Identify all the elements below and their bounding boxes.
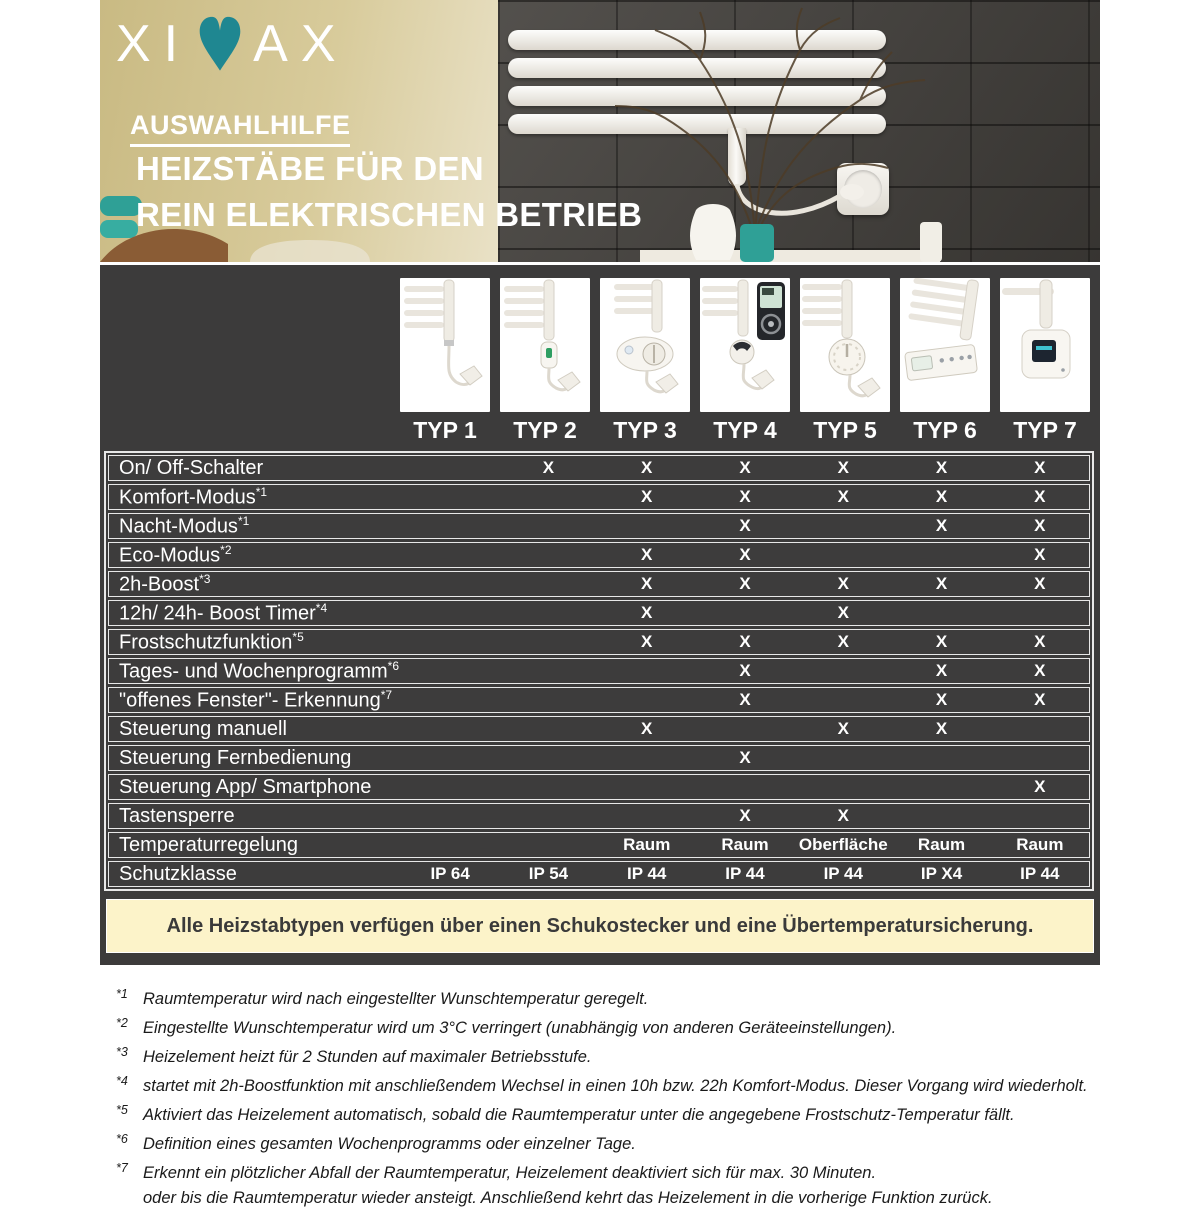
feature-cell: X [837,806,849,825]
row-label: Steuerung Fernbedienung [119,746,352,769]
table-row [108,687,1090,713]
row-label: "offenes Fenster"- Erkennung$^{*7}$ [119,687,393,712]
footnote [116,1132,1106,1154]
feature-cell: X [837,603,849,622]
feature-cell: X [739,661,751,680]
footnote [116,1189,1106,1208]
feature-cell: X [1034,661,1046,680]
feature-cell: X [935,574,948,593]
feature-cell: IP 44 [823,864,863,883]
footnote-marker: *1 [116,987,128,1001]
footnote-text: Heizelement heizt für 2 Stunden auf maximaler Betriebsstufe. [143,1048,592,1066]
feature-cell: Raum [721,835,769,854]
logo-text-left: XI [116,15,192,73]
typ6-product-image [900,278,990,412]
feature-cell: X [739,545,751,564]
table-row [108,774,1090,800]
row-label: Tastensperre [119,804,235,827]
product-card-typ3 [600,278,690,444]
feature-cell: X [1034,487,1046,506]
footnote-text: Erkennt ein plötzlicher Abfall der Raumtemperatur, Heizelement deaktiviert sich für max. 30 Minuten. [143,1164,877,1182]
feature-cell: X [935,661,948,680]
footnote-text: oder bis die Raumtemperatur wieder ansteigt. Anschließend kehrt das Heizelement in die vorherige Funktion zurück. [143,1189,993,1207]
row-label: Komfort-Modus$^{*1}$ [119,484,268,509]
feature-cell: X [739,690,751,709]
hero-tagline: AUSWAHLHILFE [130,110,350,147]
feature-cell: X [837,719,849,738]
feature-cell: X [1034,545,1046,564]
product-card-typ1 [400,278,490,444]
feature-cell: IP 44 [1020,864,1060,883]
typ2-product-image [500,278,590,412]
row-label: Eco-Modus$^{*2}$ [119,542,232,567]
feature-cell: X [935,719,948,738]
column-header-typ2: TYP 2 [513,417,577,443]
note-banner: Alle Heizstabtypen verfügen über einen Schukostecker und eine Übertemperatursicherung. [106,899,1094,953]
feature-cell: X [739,516,751,535]
feature-cell: X [641,458,653,477]
feature-cell: Raum [917,835,966,854]
feature-cell: X [837,574,849,593]
table-row [108,832,1090,858]
feature-cell: X [837,458,849,477]
feature-cell: IP X4 [920,864,963,883]
row-label: Steuerung App/ Smartphone [119,775,372,798]
feature-cell: X [837,632,849,651]
feature-cell: X [1034,458,1046,477]
feature-cell: X [739,574,751,593]
feature-cell: X [739,458,751,477]
product-cards-row [400,278,1090,444]
footnote-marker: *5 [116,1103,128,1117]
typ4-product-image [700,278,790,412]
footnote-text: startet mit 2h-Boostfunktion mit anschließendem Wechsel in einen 10h bzw. 22h Komfort-Modus. Dieser Vorgang wird wiederholt. [143,1077,1088,1095]
feature-cell: X [641,487,653,506]
row-label: Nacht-Modus$^{*1}$ [119,513,250,538]
feature-cell: X [935,632,948,651]
table-row [108,484,1090,510]
typ1-product-image [400,278,490,412]
row-label: Temperaturregelung [119,833,298,856]
feature-cell: X [935,458,948,477]
product-card-typ4 [700,278,790,444]
feature-cell: X [641,545,653,564]
hero-banner [100,0,1100,262]
feature-cell: IP 64 [430,864,470,883]
feature-cell: X [641,603,653,622]
footnote [116,1074,1106,1096]
comparison-table [100,265,1100,965]
feature-cell: X [641,574,653,593]
footnote [116,1103,1106,1125]
footnote-text: Eingestellte Wunschtemperatur wird um 3°C verringert (unabhängig von anderen Geräteeinstellungen). [143,1019,897,1037]
column-header-typ6: TYP 6 [913,417,977,443]
table-row [108,861,1090,887]
footnote-text: Definition eines gesamten Wochenprogramms oder einzelner Tage. [143,1135,636,1153]
feature-cell: Raum [623,835,671,854]
feature-cell: Raum [1016,835,1064,854]
table-row [108,542,1090,568]
footnote [116,1161,1106,1183]
footnote [116,1016,1106,1038]
footnote [116,987,1106,1009]
feature-cell: IP 54 [528,864,569,883]
footnote-marker: *2 [116,1016,128,1030]
feature-cell: X [935,516,948,535]
column-header-typ5: TYP 5 [813,417,877,443]
feature-cell: X [1034,690,1046,709]
table-row [108,513,1090,539]
footnote-marker: *3 [116,1045,128,1059]
feature-cell: X [739,487,751,506]
table-row [108,455,1090,481]
footnotes [116,987,1106,1218]
feature-cell: X [935,690,948,709]
row-label: Tages- und Wochenprogramm$^{*6}$ [119,658,399,683]
column-header-typ3: TYP 3 [613,417,677,443]
feature-cell: X [542,458,555,477]
column-header-typ7: TYP 7 [1013,417,1077,443]
row-label: Frostschutzfunktion$^{*5}$ [119,629,304,654]
table-row [108,571,1090,597]
row-label: 2h-Boost$^{*3}$ [119,571,211,596]
feature-cell: X [739,632,751,651]
product-card-typ6 [900,278,990,444]
hero-title-line1: HEIZSTÄBE FÜR DEN [136,150,484,187]
footnote-text: Aktiviert das Heizelement automatisch, sobald die Raumtemperatur unter die angegebene Frostschutz-Temperatur fällt. [143,1106,1015,1124]
feature-cell: X [641,632,653,651]
footnote-text: Raumtemperatur wird nach eingestellter Wunschtemperatur geregelt. [143,990,649,1008]
logo-text-right: AX [253,15,349,73]
typ3-product-image [600,278,690,412]
table-row [108,658,1090,684]
row-label: Steuerung manuell [119,717,287,740]
row-label: 12h/ 24h- Boost Timer$^{*4}$ [119,600,328,625]
footnote-marker: *4 [116,1074,128,1088]
product-card-typ5 [800,278,890,444]
product-card-typ2 [500,278,590,444]
table-row [108,803,1090,829]
column-header-typ1: TYP 1 [413,417,477,443]
footnote-marker: *7 [116,1161,128,1175]
feature-cell: IP 44 [725,864,765,883]
table-row [108,600,1090,626]
feature-rows [104,451,1094,891]
footnote-marker: *6 [116,1132,128,1146]
ximax-logo [116,14,349,74]
feature-cell: X [1034,574,1046,593]
column-header-typ4: TYP 4 [713,417,777,443]
table-row [108,716,1090,742]
feature-cell: X [1034,516,1046,535]
footnote [116,1045,1106,1067]
feature-cell: X [1034,777,1046,796]
row-label: On/ Off-Schalter [119,456,264,479]
feature-cell: X [641,719,653,738]
table-row [108,629,1090,655]
feature-cell: X [1034,632,1046,651]
product-card-typ7 [1000,278,1090,444]
feature-cell: Oberfläche [798,835,888,854]
hero-title-line2: REIN ELEKTRISCHEN BETRIEB [136,196,643,233]
typ5-product-image [800,278,890,412]
feature-cell: X [837,487,849,506]
logo-pin-icon [193,15,247,73]
feature-cell: IP 44 [627,864,667,883]
row-label: Schutzklasse [119,862,237,885]
feature-cell: X [739,806,751,825]
feature-cell: X [739,748,751,767]
table-row [108,745,1090,771]
typ7-product-image [1000,278,1090,412]
feature-cell: X [935,487,948,506]
